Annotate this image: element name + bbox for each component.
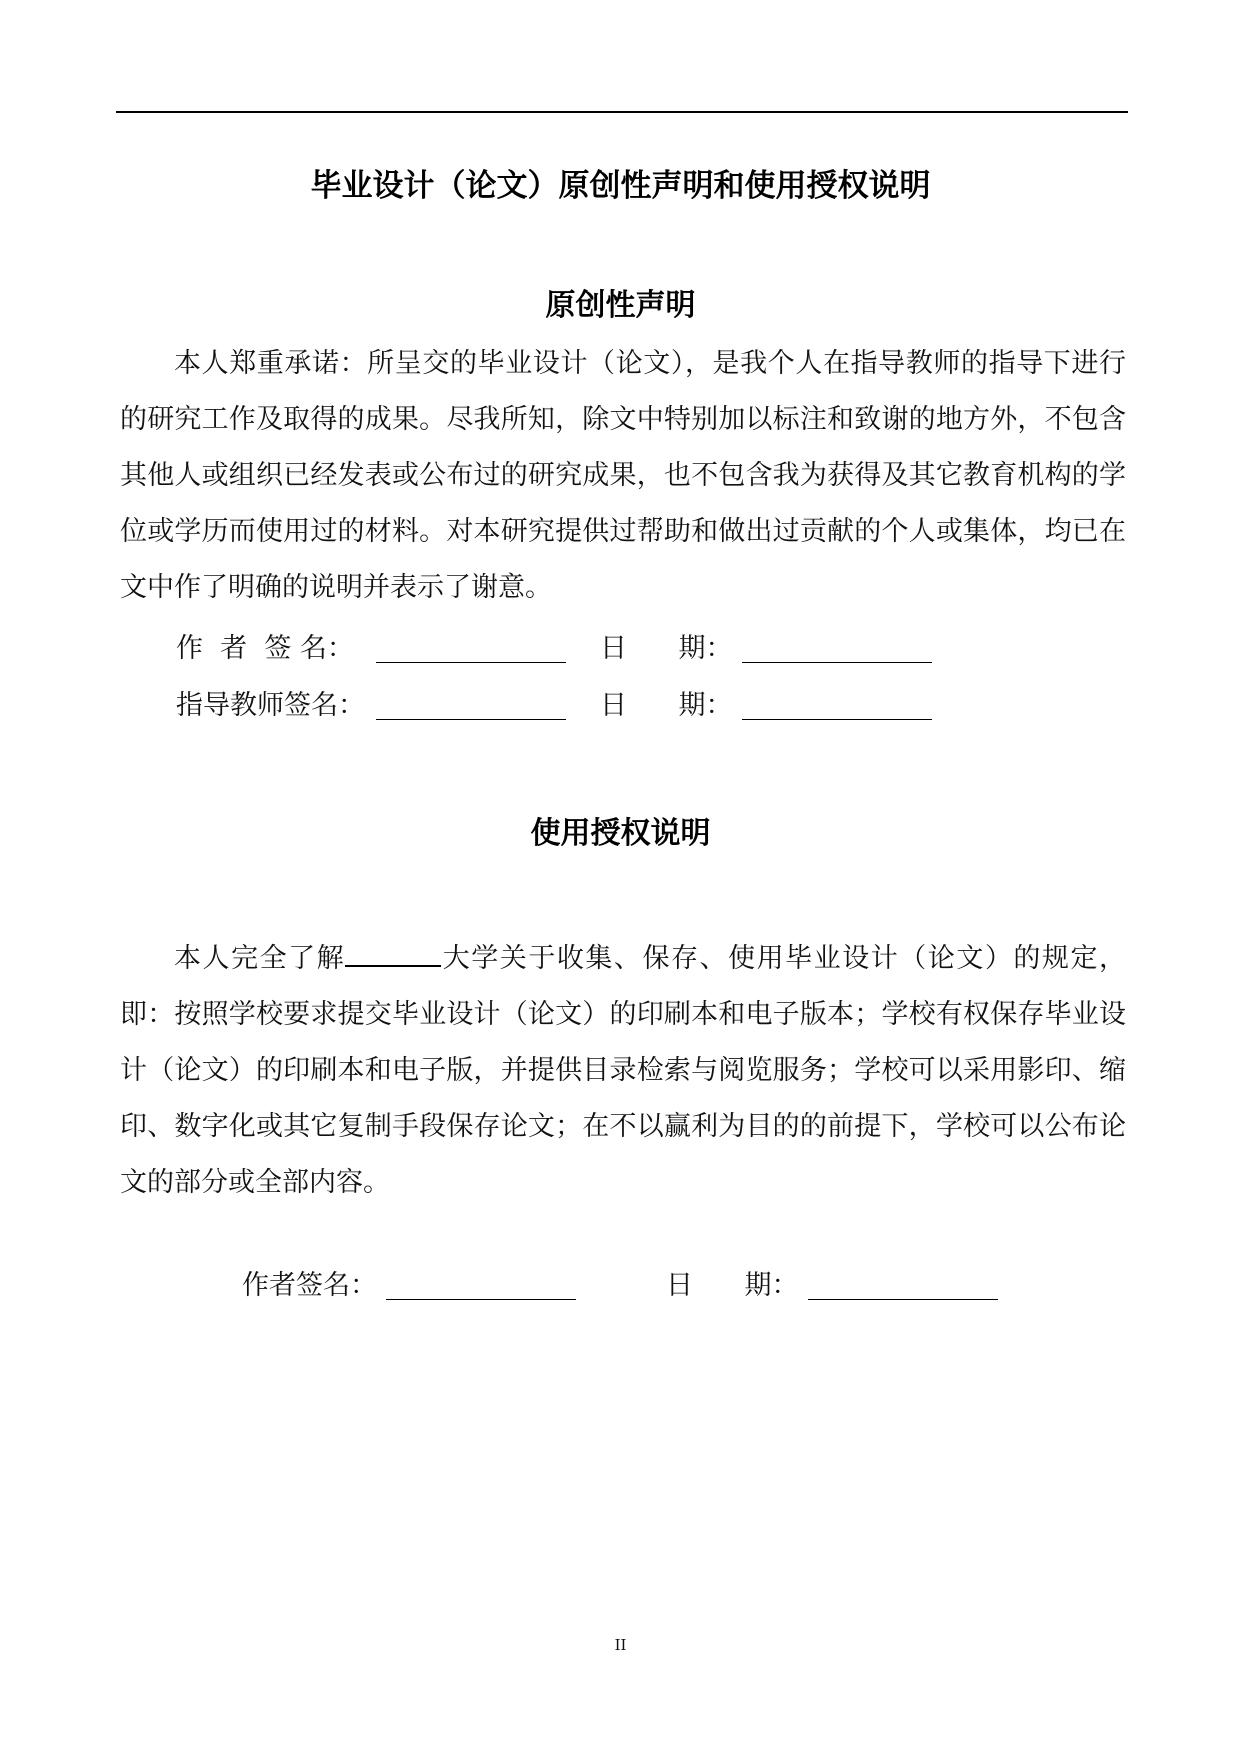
advisor-signature-row bbox=[176, 683, 976, 723]
document-title: 毕业设计（论文）原创性声明和使用授权说明 bbox=[310, 168, 931, 204]
authorization-date-label: 日 期： bbox=[666, 1270, 799, 1301]
authorization-text-rest: 大学关于收集、保存、使用毕业设计（论文）的规定，即：按照学校要求提交毕业设计（论文）的印刷本和电子版本；学校有权保存毕业设计（论文）的印刷本和电子版，并提供目录检索与阅览服务；学校可以采用影印、缩印、数字化或其它复制手段保存论文；在不以赢利为目的的前提下，学校可以公布论文的部分或全部内容。 bbox=[120, 943, 1127, 1198]
advisor-date-blank[interactable] bbox=[742, 719, 932, 720]
authorization-date-blank[interactable] bbox=[808, 1299, 998, 1300]
authorization-paragraph bbox=[120, 931, 1126, 1211]
university-name-blank[interactable] bbox=[345, 943, 441, 967]
originality-heading: 原创性声明 bbox=[545, 288, 696, 323]
authorization-author-label: 作者签名： bbox=[242, 1270, 377, 1301]
authorization-signature-row bbox=[242, 1263, 1042, 1303]
advisor-date-label: 日 期： bbox=[600, 690, 733, 721]
date-label: 日 期： bbox=[600, 633, 733, 664]
advisor-signature-label: 指导教师签名： bbox=[176, 690, 365, 721]
authorization-text-start: 本人完全了解 bbox=[174, 943, 346, 974]
page-number: II bbox=[614, 1636, 627, 1654]
advisor-signature-blank[interactable] bbox=[376, 719, 566, 720]
date-blank[interactable] bbox=[742, 662, 932, 663]
header-rule bbox=[116, 111, 1128, 113]
originality-paragraph: 本人郑重承诺：所呈交的毕业设计（论文），是我个人在指导教师的指导下进行的研究工作及取得的成果。尽我所知，除文中特别加以标注和致谢的地方外，不包含其他人或组织已经发表或公布过的研究成果，也不包含我为获得及其它教育机构的学位或学历而使用过的材料。对本研究提供过帮助和做出过贡献的个人或集体，均已在文中作了明确的说明并表示了谢意。 bbox=[120, 348, 1126, 603]
author-signature-row bbox=[176, 626, 976, 666]
author-signature-blank[interactable] bbox=[376, 662, 566, 663]
authorization-heading: 使用授权说明 bbox=[530, 816, 711, 851]
authorization-author-blank[interactable] bbox=[386, 1299, 576, 1300]
author-signature-label: 作 者 签 名： bbox=[176, 633, 354, 664]
